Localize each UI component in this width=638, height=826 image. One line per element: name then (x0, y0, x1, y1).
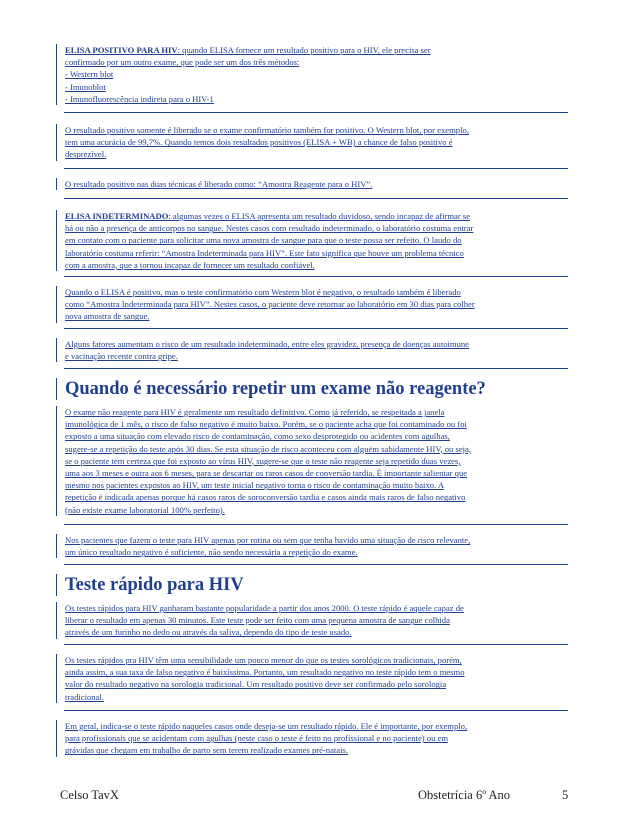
divider (64, 524, 568, 525)
text-line: em contato com o paciente para solicitar uma nova amostra de sangue para que o teste possa ser refeito. O laudo do (65, 235, 462, 246)
divider (64, 564, 568, 565)
text-line: Em geral, indica-se o teste rápido naqueles casos onde deseja-se um resultado rápido. Ele é importante, por exemplo, (65, 721, 468, 731)
footer-author: Celso TavX (60, 788, 119, 802)
text-line: liberar o resultado em apenas 30 minutos. Este teste pode ser feito com uma pequena amostra de sangue colhida (65, 615, 450, 626)
text-line: imunológica de 1 mês, o risco de falso negativo é muito baixo. Porém, se o paciente acha que foi contaminado ou foi (65, 419, 467, 430)
paragraph-sensibilidade (56, 654, 577, 703)
text-line: - Imunofluorescência indireta para o HIV-1 (65, 93, 214, 104)
section-heading: Quando é necessário repetir um exame não reagente? (56, 378, 577, 400)
footer-page-number: 5 (562, 788, 569, 802)
text-line: exposto a uma situação com elevado risco de contaminação, como sexo desprotegido ou acidentes com agulhas, (65, 431, 450, 442)
text-line: tradicional. (65, 691, 104, 702)
text-line: Os testes rápidos pra HIV têm uma sensibilidade um pouco menor do que os testes sorológicos tradicionais, porém, (65, 655, 462, 665)
paragraph-fatores (56, 338, 577, 362)
text-line: ELISA POSITIVO PARA HIV: quando ELISA fornece um resultado positivo para o HIV, ele precisa ser (65, 45, 431, 55)
text-line: com a amostra, que a tornou incapaz de fornecer um resultado confiável. (65, 259, 315, 270)
text-line: valor do resultado negativo na sorologia tradicional. Um resultado positivo deve ser confirmado pelo sorologia (65, 679, 447, 690)
text-line: confirmado por um outro exame, que pode ser um dos três métodos: (65, 57, 300, 68)
paragraph-elisa-indeterminado (56, 210, 577, 271)
text-line: laboratório costuma referir: “Amostra Indeterminada para HIV”. Este fato significa que houve um problema técnico (65, 247, 464, 258)
divider (64, 276, 568, 277)
text-line: ELISA INDETERMINADO: algumas vezes o ELISA apresenta um resultado duvidoso, sendo incapaz de afirmar se (65, 211, 471, 221)
paragraph-amostra-reagente (56, 178, 577, 190)
text-line: (não existe exame laboratorial 100% perfeito). (65, 504, 225, 515)
text-line: um único resultado negativo é suficiente, não sendo necessária a repetição do exame. (65, 547, 358, 558)
divider (64, 710, 568, 711)
text-line: desprezível. (65, 149, 107, 160)
text-line: há ou não a presença de anticorpos no sangue. Nestes casos com resultado indeterminado, o laboratório costuma entrar (65, 223, 474, 234)
paragraph-indicacao (56, 720, 577, 757)
text-line: Os testes rápidos para HIV ganharam bastante popularidade a partir dos anos 2000. O teste rápido é aquele capaz de (65, 603, 464, 613)
divider (64, 198, 568, 199)
paragraph-resultado-positivo (56, 124, 577, 161)
text-line: sugere-se a repetição do teste após 30 dias. Se esta situação de risco aconteceu com alguém sabidamente HIV, ou seja, (65, 443, 471, 454)
text-line: Nos pacientes que fazem o teste para HIV apenas por rotina ou sem que tenha havido uma situação de risco relevante, (65, 535, 471, 545)
paragraph-elisa-positivo (56, 44, 577, 105)
paragraph-nao-reagente (56, 406, 577, 516)
text-line: nova amostra de sangue. (65, 311, 150, 322)
text-line: O resultado positivo somente é liberado se o exame confirmatório também for positivo. O Western blot, por exemplo, (65, 125, 469, 135)
text-line: repetição é indicada apenas porque há casos raros de soroconversão tardia e casos ainda mais raros de falso negativo (65, 492, 466, 503)
paragraph-rotina (56, 534, 577, 558)
text-line: e vacinação recente contra gripe. (65, 351, 178, 362)
text-line: como “Amostra Indeterminada para HIV”. Nestes casos, o paciente deve retornar ao laboratório em 30 dias para colher (65, 299, 475, 310)
footer-course: Obstetrícia 6º Ano (418, 788, 511, 802)
text-line: - Imunoblot (65, 81, 106, 92)
text-line: através de um furinho no dedo ou através da saliva, dependo do tipo de teste usado. (65, 627, 352, 638)
section-heading: Teste rápido para HIV (56, 574, 577, 596)
divider (64, 112, 568, 113)
divider (64, 168, 568, 169)
text-line: para profissionais que se acidentam com agulhas (neste caso o teste é feito no profissional e no paciente) ou em (65, 733, 449, 744)
text-line: O exame não reagente para HIV é geralmente um resultado definitivo. Como já referido, se respeitada a janela (65, 407, 445, 417)
text-line: O resultado positivo nas duas técnicas é liberado como: “Amostra Reagente para o HIV”. (65, 179, 373, 189)
paragraph-western-blot-negativo (56, 286, 577, 323)
text-line: grávidas que chegam em trabalho de parto sem terem realizado exames pré-natais. (65, 745, 348, 756)
text-line: Quando o ELISA é positivo, mas o teste confirmatório com Western blot é negativo, o resultado também é liberado (65, 287, 461, 297)
text-line: - Western blot (65, 69, 114, 80)
divider (64, 328, 568, 329)
text-line: uma aos 3 meses e outra aos 6 meses, para se descartar os raros casos de conversão tardia. É importante salientar que (65, 468, 468, 479)
text-line: Alguns fatores aumentam o risco de um resultado indeterminado, entre eles gravidez, presença de doenças autoimune (65, 339, 469, 349)
divider (64, 644, 568, 645)
text-line: tem uma acurácia de 99,7%. Quando temos dois resultados positivos (ELISA + WB) a chance de falso positivo é (65, 137, 453, 148)
divider (64, 368, 568, 369)
text-line: mesmo nos pacientes expostos ao HIV, um teste inicial negativo torna o risco de contaminação muito baixo. A (65, 480, 445, 491)
paragraph-testes-rapidos (56, 602, 577, 639)
text-line: se o paciente tem certeza que foi exposto ao vírus HIV, sugere-se que o teste não reagente seja repetido duas vezes, (65, 455, 461, 466)
text-line: ainda assim, a sua taxa de falso negativo é baixíssima. Portanto, um resultado negativo no teste rápido tem o mesmo (65, 667, 465, 678)
